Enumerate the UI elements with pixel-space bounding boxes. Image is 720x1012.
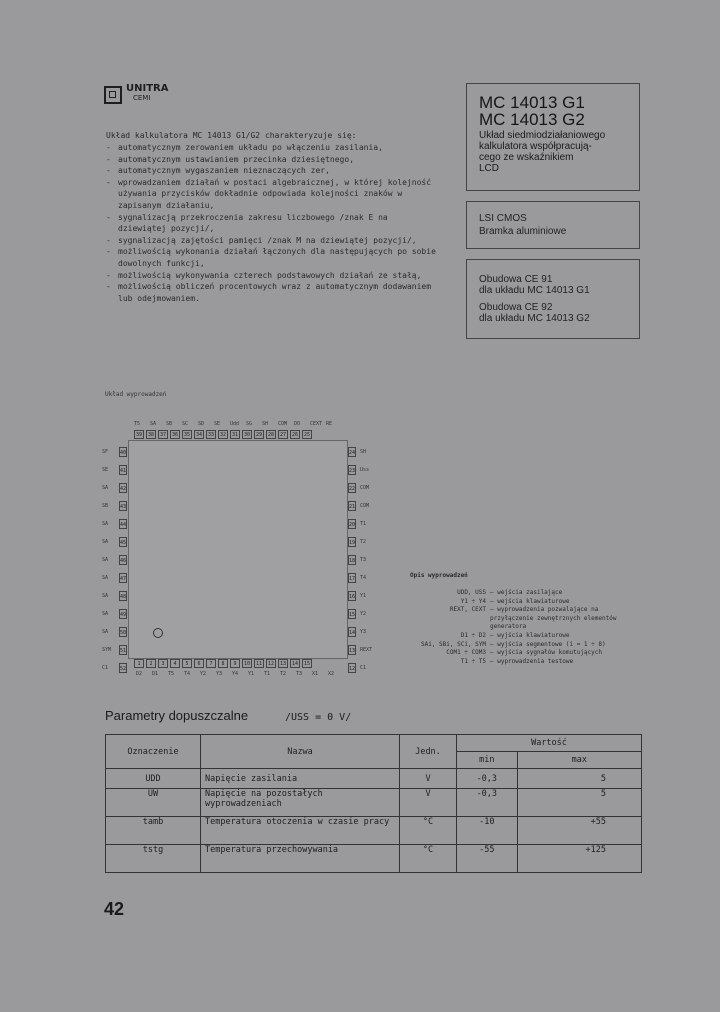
pin-label: Y1: [248, 671, 255, 677]
pin-number: 14: [291, 661, 299, 667]
pin-label: REXT: [360, 647, 373, 653]
pin-label: SA: [102, 593, 109, 599]
pin-label: T5: [134, 421, 141, 427]
desc-line: kalkulatora współpracują-: [479, 141, 592, 152]
legend-row: [410, 649, 640, 658]
legend-description: – wejścia zasilające: [490, 589, 563, 596]
pin-number: 25: [303, 432, 311, 438]
pin-label: Y3: [360, 629, 367, 635]
pin-label: SA: [150, 421, 157, 427]
unitra-logo: [104, 84, 168, 104]
pin-number: 15: [303, 661, 311, 667]
pin-number: 15: [348, 609, 356, 619]
pin-number: 50: [119, 627, 127, 637]
legend-symbol: UDD, USS: [457, 589, 486, 596]
pin-label: SH: [262, 421, 269, 427]
title-g1: MC 14013 G1: [479, 93, 585, 112]
pin-number: 29: [255, 432, 263, 438]
cell-max: 5: [517, 789, 641, 817]
cell-name: Temperatura przechowywania: [201, 845, 400, 873]
pin-number: 33: [207, 432, 215, 438]
cell-max: +55: [517, 817, 641, 845]
pin-label: T2: [360, 539, 367, 545]
desc-line: cego ze wskaźnikiem: [479, 152, 574, 163]
legend-symbol: Y1 ÷ Y4: [460, 597, 486, 605]
pin-number: 49: [119, 609, 127, 619]
legend-row: [410, 589, 640, 598]
pin-label: SA: [102, 611, 109, 617]
legend-title: Opis wyprowadzeń: [410, 572, 468, 579]
pin-label: T1: [360, 521, 367, 527]
cell-unit: V: [400, 769, 457, 789]
pin-label: Y4: [232, 671, 239, 677]
pin-number: 6: [194, 659, 204, 668]
case-box: [466, 259, 640, 339]
pin-label: COM: [360, 485, 370, 491]
pin-label: SE: [102, 467, 109, 473]
pin-label: T1: [264, 671, 271, 677]
desc-line: LCD: [479, 163, 500, 174]
feature-item: - wprowadzaniem działań w postaci algebraicznej, w której kolejność używania przycisków dokładnie odpowiada kolejności znaków w zapisanym działaniu,: [106, 177, 436, 212]
legend-description: – wyprowadzenia pozwalające na przyłączenie zewnętrznych elementów generatora: [490, 606, 617, 631]
pin-number: 19: [348, 537, 356, 547]
feature-item: - automatycznym ustawianiem przecinka dziesiętnego,: [106, 154, 436, 166]
pin-number: 38: [147, 432, 155, 438]
pin-label: SE: [214, 421, 221, 427]
pin-number: 24: [348, 447, 356, 457]
params-condition: /USS = 0 V/: [285, 712, 352, 723]
pin-number: 12: [348, 663, 356, 673]
table-row: [106, 769, 642, 789]
cell-symbol: tamb: [106, 817, 201, 845]
case-line1: Obudowa CE 91: [479, 274, 553, 285]
pin-label: SB: [166, 421, 173, 427]
legend-symbol: REXT, CEXT: [449, 606, 486, 614]
right-pin-col: [348, 447, 356, 673]
pin-label: T4: [184, 671, 191, 677]
cell-name: Temperatura otoczenia w czasie pracy: [201, 817, 400, 845]
pin-label: CEXT: [310, 421, 323, 427]
params-table: [105, 734, 642, 873]
pin-number: 51: [119, 645, 127, 655]
pin-number: 17: [348, 573, 356, 583]
legend-row: [410, 606, 640, 632]
pin-label: X1: [312, 671, 319, 677]
pin-number: 2: [146, 659, 156, 668]
pin-label: SD: [198, 421, 205, 427]
pin-label: SA: [102, 557, 109, 563]
desc-line: Układ siedmiodziałaniowego: [479, 130, 606, 141]
pin-label: SYM: [102, 647, 112, 653]
cell-min: -10: [457, 817, 518, 845]
pin-number: 31: [231, 432, 239, 438]
feature-item: - automatycznym wygaszaniem nieznaczących zer,: [106, 165, 436, 177]
feature-item: - możliwością wykonania działań łączonych dla następujących po sobie dowolnych funkcji,: [106, 246, 436, 269]
pin-label: T4: [360, 575, 367, 581]
params-title: Parametry dopuszczalne: [105, 708, 249, 723]
pin-number: 35: [183, 432, 191, 438]
pin-label: D2: [136, 671, 143, 677]
pin-number: 21: [348, 501, 356, 511]
pin-number: 46: [119, 555, 127, 565]
left-pin-col: [119, 447, 127, 673]
cell-unit: °C: [400, 845, 457, 873]
pin-number: 3: [158, 659, 168, 668]
pin-label: SH: [360, 449, 367, 455]
feature-item: - sygnalizacją przekroczenia zakresu liczbowego /znak E na dziewiątej pozycji/,: [106, 212, 436, 235]
pin-label: SB: [102, 503, 109, 509]
legend-symbol: COM1 ÷ COM3: [446, 649, 486, 657]
cell-name: Napięcie na pozostałych wyprowadzeniach: [201, 789, 400, 817]
cell-symbol: UW: [106, 789, 201, 817]
pin-label: T3: [296, 671, 303, 677]
table-row: [106, 789, 642, 817]
pin-number: 13: [279, 661, 287, 667]
pin-number: 32: [219, 432, 227, 438]
pin-number: 39: [135, 432, 143, 438]
pin-number: 40: [119, 447, 127, 457]
legend-rows: [410, 589, 640, 666]
pin-number: 18: [348, 555, 356, 565]
pin-label: SA: [102, 575, 109, 581]
pin-number: 44: [119, 519, 127, 529]
pin-label: SC: [182, 421, 189, 427]
pin-label: T2: [280, 671, 287, 677]
tech-line1: LSI CMOS: [479, 213, 527, 224]
feature-item: - możliwością obliczeń procentowych wraz z automatycznym dodawaniem lub odejmowaniem.: [106, 281, 436, 304]
pin-label: D1: [152, 671, 159, 677]
th-min: min: [457, 752, 518, 769]
pin-label: Y3: [216, 671, 223, 677]
pin-number: 23: [348, 465, 356, 475]
pin-number: 34: [195, 432, 203, 438]
legend-row: [410, 598, 640, 607]
table-row: [106, 845, 642, 873]
pin-label: SA: [102, 485, 109, 491]
legend-description: – wyjścia klawiaturowe: [490, 631, 570, 639]
pin-number: 37: [159, 432, 167, 438]
pin-number: 41: [119, 465, 127, 475]
pin-label: Udd: [230, 421, 240, 427]
pin-number: 52: [119, 663, 127, 673]
pin-number: 1: [134, 659, 144, 668]
pin-label: SG: [246, 421, 253, 427]
legend-symbol: T1 ÷ T5: [460, 657, 486, 665]
pin-number: 45: [119, 537, 127, 547]
chip-body: [128, 440, 348, 659]
logo-sub: CEMI: [133, 94, 151, 102]
cell-max: 5: [517, 769, 641, 789]
legend-description: – wyprowadzenia testowe: [490, 657, 574, 665]
cell-min: -55: [457, 845, 518, 873]
pin-number: 20: [348, 519, 356, 529]
pin-number: 9: [230, 659, 240, 668]
th-unit: Jedn.: [400, 735, 457, 769]
top-pin-row: [134, 430, 312, 439]
pin-label: RE: [326, 421, 333, 427]
pin-number: 48: [119, 591, 127, 601]
cell-unit: V: [400, 789, 457, 817]
pin-number: 8: [218, 659, 228, 668]
pin-number: 7: [206, 659, 216, 668]
cell-unit: °C: [400, 817, 457, 845]
feature-item: - automatycznym zerowaniem układu po włączeniu zasilania,: [106, 142, 436, 154]
page-number: 42: [104, 899, 125, 919]
legend-description: – wejścia klawiaturowe: [490, 597, 570, 605]
pin-label: SA: [102, 539, 109, 545]
pin-number: 47: [119, 573, 127, 583]
case-line4: dla układu MC 14013 G2: [479, 313, 590, 324]
pin-legend: [410, 572, 640, 666]
pin-number: 11: [255, 661, 263, 667]
pin-number: 14: [348, 627, 356, 637]
pin-label: X2: [328, 671, 335, 677]
pin-label: SA: [102, 521, 109, 527]
pin-label: T5: [168, 671, 175, 677]
pin-number: 28: [267, 432, 275, 438]
pin-number: 36: [171, 432, 179, 438]
legend-description: – wyjścia segmentowe (i = 1 ÷ 8): [490, 640, 606, 648]
pin-label: Y2: [200, 671, 207, 677]
title-g2: MC 14013 G2: [479, 110, 585, 129]
cell-name: Napięcie zasilania: [201, 769, 400, 789]
pin-label: COM: [360, 503, 370, 509]
cell-symbol: UDD: [106, 769, 201, 789]
unitra-logo-icon: [104, 86, 122, 104]
pin-number: 22: [348, 483, 356, 493]
pin-label: SF: [102, 449, 109, 455]
th-name: Nazwa: [201, 735, 400, 769]
logo-brand: UNITRA: [126, 83, 169, 94]
pin-number: 27: [279, 432, 287, 438]
legend-row: [410, 641, 640, 650]
pin-number: 5: [182, 659, 192, 668]
case-line2: dla układu MC 14013 G1: [479, 285, 590, 296]
intro-text: Układ kalkulatora MC 14013 G1/G2 charakteryzuje się:: [106, 131, 357, 140]
title-description: [479, 130, 639, 174]
pin-label: SA: [102, 629, 109, 635]
cell-symbol: tstg: [106, 845, 201, 873]
th-max: max: [517, 752, 641, 769]
table-row: [106, 817, 642, 845]
pin-label: C1: [102, 665, 109, 671]
pin-number: 30: [243, 432, 251, 438]
pinout-label: Układ wyprowadzeń: [105, 391, 167, 398]
pin-label: C1: [360, 665, 367, 671]
legend-description: – wyjścia sygnałów komutujących: [490, 649, 602, 657]
tech-line2: Bramka aluminiowe: [479, 226, 567, 237]
pin-number: 43: [119, 501, 127, 511]
pin-label: Uss: [360, 467, 370, 473]
feature-list: [106, 142, 436, 304]
pin-label: COM: [278, 421, 288, 427]
legend-row: [410, 632, 640, 641]
technology-box: [466, 201, 640, 249]
cell-min: -0,3: [457, 769, 518, 789]
case-line3: Obudowa CE 92: [479, 302, 553, 313]
pin-number: 42: [119, 483, 127, 493]
pin-label: Y1: [360, 593, 367, 599]
pin-label: T3: [360, 557, 367, 563]
th-value: Wartość: [457, 735, 642, 752]
legend-row: [410, 658, 640, 667]
cell-min: -0,3: [457, 789, 518, 817]
feature-item: - możliwością wykonywania czterech podstawowych działań ze stałą,: [106, 270, 436, 282]
feature-item: - sygnalizacją zajętości pamięci /znak M na dziewiątej pozycji/,: [106, 235, 436, 247]
pin-number: 13: [348, 645, 356, 655]
cell-max: +125: [517, 845, 641, 873]
title-box: [466, 83, 640, 191]
pin-number: 26: [291, 432, 299, 438]
pin-label: DO: [294, 421, 301, 427]
legend-symbol: SAi, SBi, SCi, SYM: [420, 640, 486, 648]
legend-symbol: D1 ÷ D2: [460, 631, 486, 639]
pin-number: 16: [348, 591, 356, 601]
pin-number: 12: [267, 661, 275, 667]
bottom-pin-row: [134, 659, 312, 668]
pin-label: Y2: [360, 611, 367, 617]
th-symbol: Oznaczenie: [106, 735, 201, 769]
pin1-marker-icon: [153, 628, 163, 638]
pin-number: 10: [243, 661, 251, 667]
pin-number: 4: [170, 659, 180, 668]
